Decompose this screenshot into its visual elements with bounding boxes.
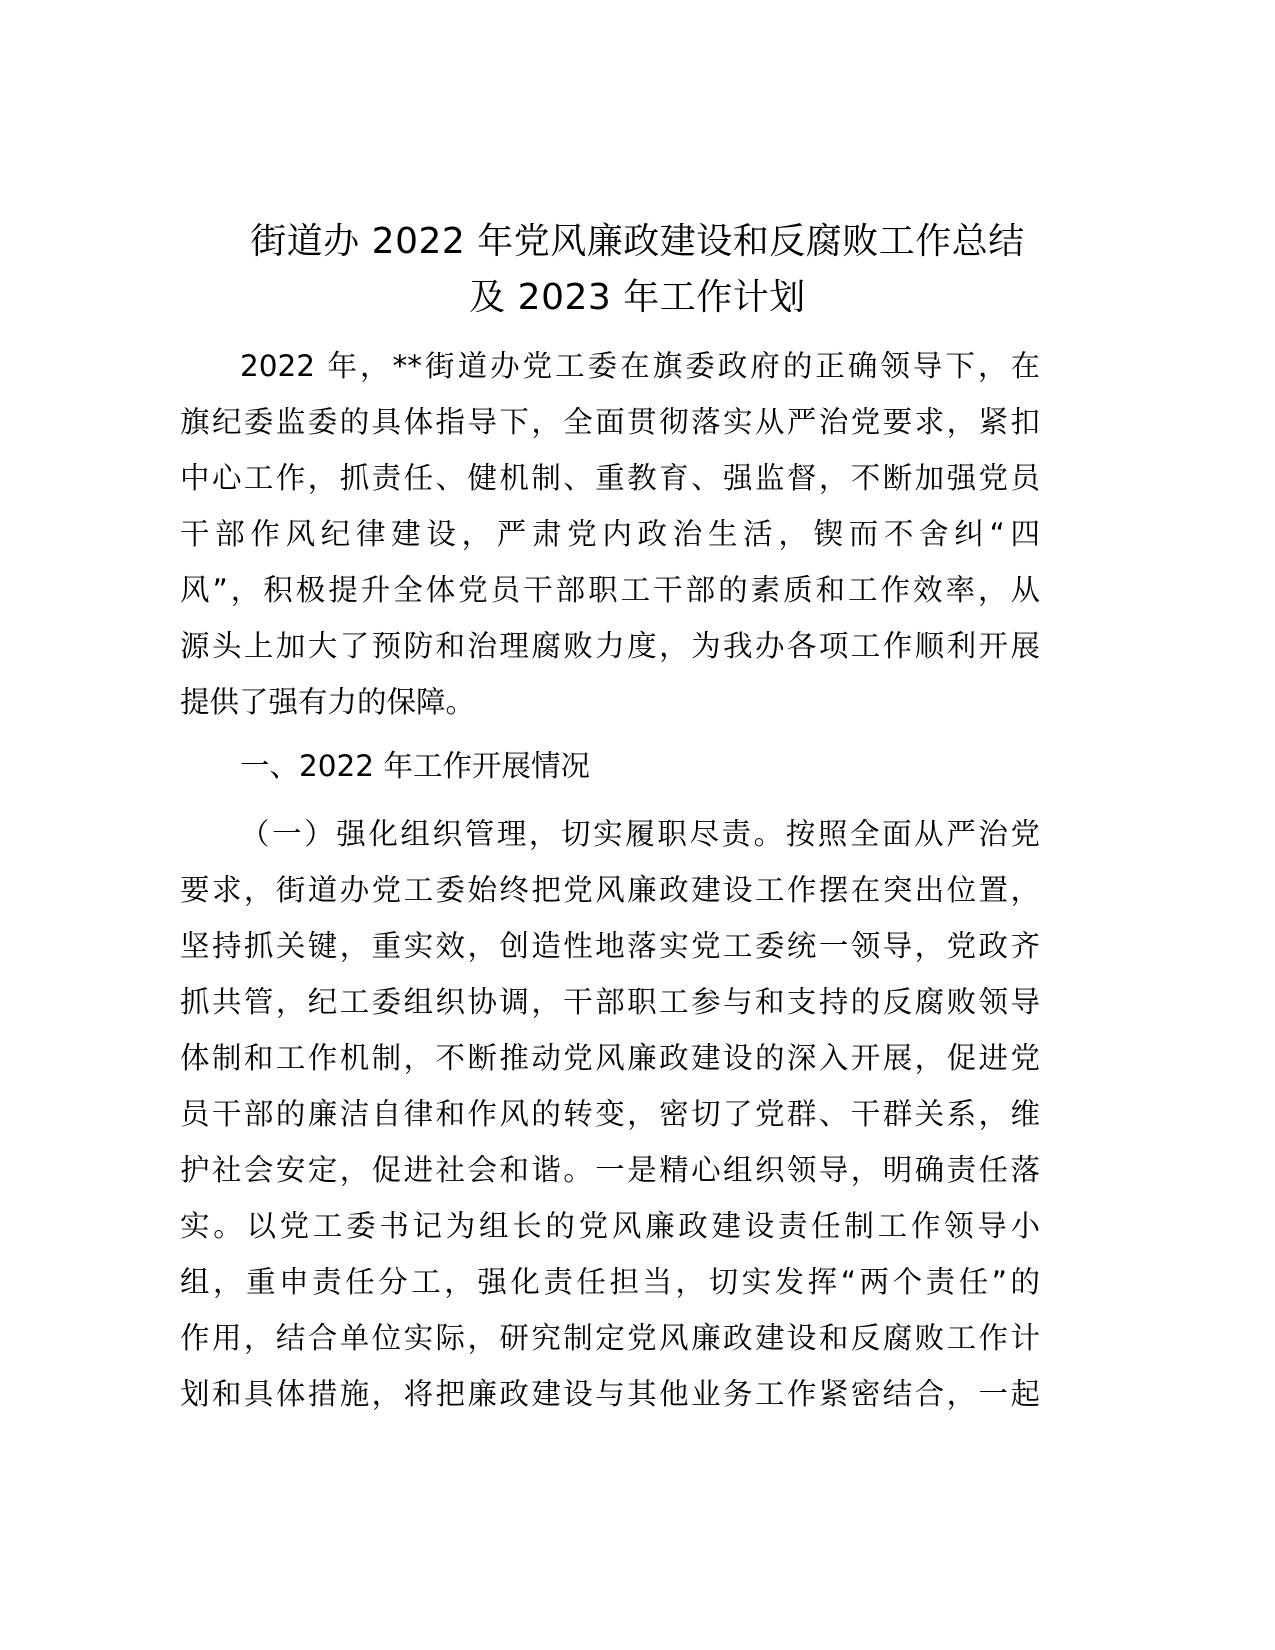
paragraph-line: 2022 年，**街道办党工委在旗委政府的正确领导下，在 <box>240 349 1040 383</box>
paragraph-line: 源头上加大了预防和治理腐败力度，为我办各项工作顺利开展 <box>180 629 1040 663</box>
document-title-line-1: 街道办 2022 年党风廉政建设和反腐败工作总结 <box>250 221 1025 262</box>
paragraph-line: 护社会安定，促进社会和谐。一是精心组织领导，明确责任落 <box>180 1153 1040 1187</box>
paragraph-line: 实。以党工委书记为组长的党风廉政建设责任制工作领导小 <box>180 1209 1040 1243</box>
paragraph-line: 坚持抓关键，重实效，创造性地落实党工委统一领导，党政齐 <box>180 929 1040 963</box>
paragraph-line: 作用，结合单位实际，研究制定党风廉政建设和反腐败工作计 <box>180 1321 1040 1355</box>
paragraph-line: 干部作风纪律建设，严肃党内政治生活，锲而不舍纠“四 <box>180 517 1040 551</box>
paragraph-line: 中心工作，抓责任、健机制、重教育、强监督，不断加强党员 <box>180 461 1040 495</box>
paragraph-line: 组，重申责任分工，强化责任担当，切实发挥“两个责任”的 <box>180 1265 1040 1299</box>
paragraph-line: 风”，积极提升全体党员干部职工干部的素质和工作效率，从 <box>180 573 1040 607</box>
paragraph-line: （一）强化组织管理，切实履职尽责。按照全面从严治党 <box>240 817 1040 851</box>
paragraph-line: 要求，街道办党工委始终把党风廉政建设工作摆在突出位置， <box>180 873 1040 907</box>
paragraph-line: 体制和工作机制，不断推动党风廉政建设的深入开展，促进党 <box>180 1041 1040 1075</box>
paragraph-line: 旗纪委监委的具体指导下，全面贯彻落实从严治党要求，紧扣 <box>180 405 1040 439</box>
paragraph-line: 提供了强有力的保障。 <box>180 685 476 719</box>
paragraph-line: 抓共管，纪工委组织协调，干部职工参与和支持的反腐败领导 <box>180 985 1040 1019</box>
document-title-line-2: 及 2023 年工作计划 <box>469 277 806 318</box>
section-heading: 一、2022 年工作开展情况 <box>240 749 590 783</box>
paragraph-line: 员干部的廉洁自律和作风的转变，密切了党群、干群关系，维 <box>180 1097 1040 1131</box>
paragraph-line: 划和具体措施，将把廉政建设与其他业务工作紧密结合，一起 <box>180 1377 1040 1411</box>
